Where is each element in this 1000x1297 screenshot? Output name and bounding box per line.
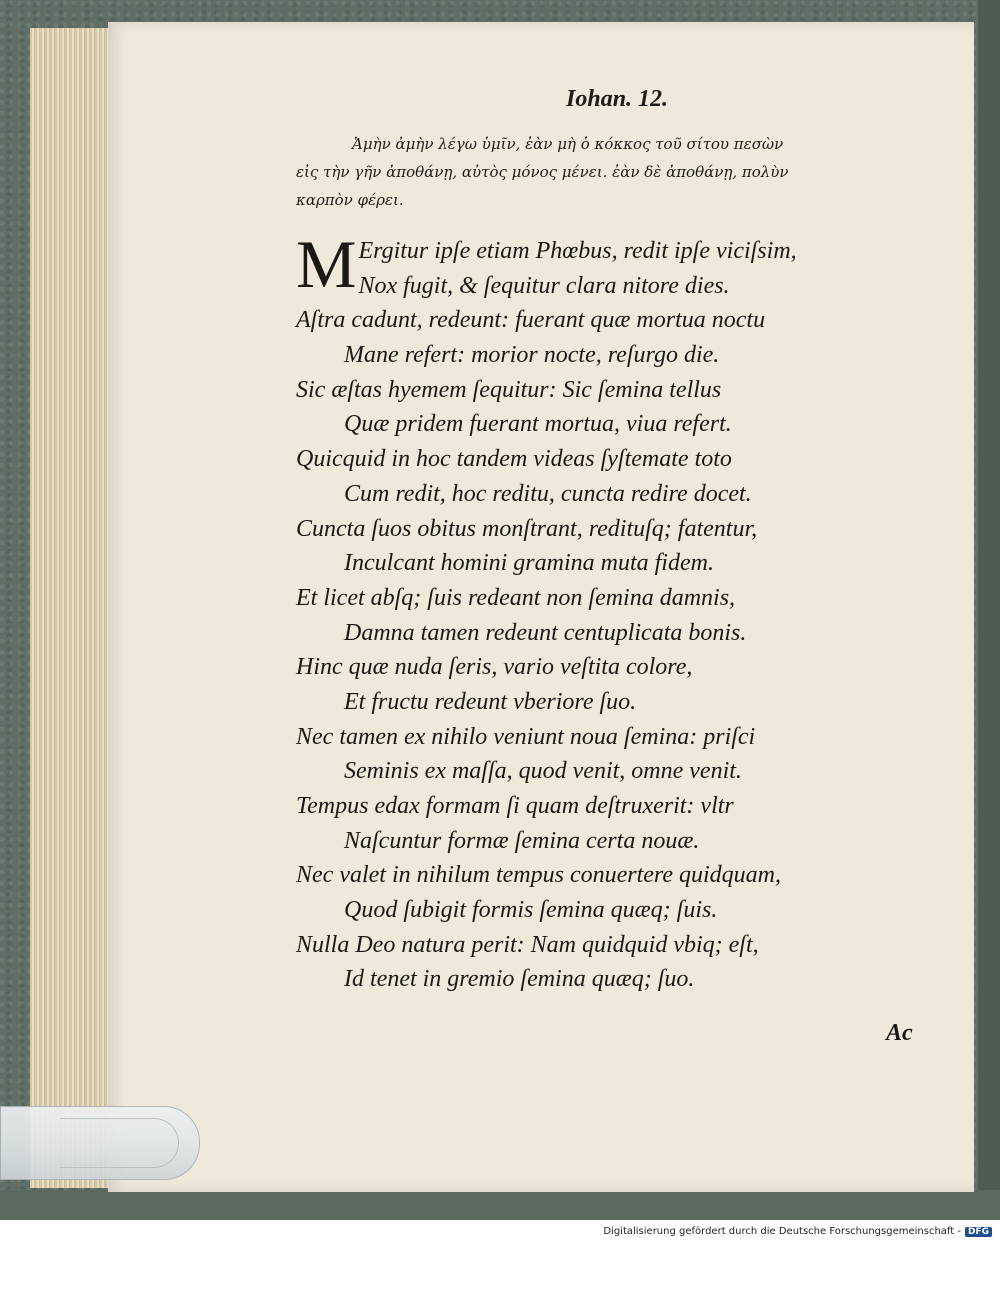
credit-text: Digitalisierung gefördert durch die Deutsche Forschungsgemeinschaft - <box>603 1226 961 1237</box>
greek-line: καρπὸν φέρει. <box>296 191 404 209</box>
verse-line: Nox fugit, & ſequitur clara nitore dies. <box>358 272 730 299</box>
greek-line: εἰς τὴν γῆν ἀποθάνῃ, αὐτὸς μόνος μένει. ἐὰν δὲ ἀποθάνῃ, πολὺν <box>296 163 789 181</box>
verse-line: Nec tamen ex nihilo veniunt noua ſemina: priſci <box>296 723 756 750</box>
drop-cap: M <box>296 226 357 302</box>
running-header: Iohan. 12. <box>566 86 669 112</box>
verse-line: Et fructu redeunt vberiore ſuo. <box>344 688 637 715</box>
verse-line: Naſcuntur formæ ſemina certa nouæ. <box>344 827 700 854</box>
verse-line: Quod ſubigit formis ſemina quæq; ſuis. <box>344 897 718 924</box>
verse-line: Id tenet in gremio ſemina quæq; ſuo. <box>344 966 695 993</box>
verse-line: Quæ pridem fuerant mortua, viua refert. <box>344 411 732 438</box>
verse-line: Seminis ex maſſa, quod venit, omne venit. <box>344 758 742 785</box>
verse-line: Tempus edax formam ſi quam deſtruxerit: vltr <box>296 793 734 819</box>
catchword: Ac <box>886 1020 913 1046</box>
verse-line: Mane refert: morior nocte, reſurgo die. <box>344 342 720 369</box>
verse-line: Cum redit, hoc reditu, cuncta redire docet. <box>344 480 752 507</box>
verse-line: Ergitur ipſe etiam Phœbus, redit ipſe viciſsim, <box>358 238 797 264</box>
page-clip-inner <box>60 1118 179 1168</box>
dfg-logo-icon: DFG <box>965 1227 992 1237</box>
verse-line: Quicquid in hoc tandem videas ſyſtemate toto <box>296 446 732 473</box>
latin-poem <box>296 226 936 997</box>
book-cover-bottom <box>0 1190 1000 1220</box>
greek-epigraph <box>296 130 951 214</box>
verse-line: Damna tamen redeunt centuplicata bonis. <box>344 619 747 646</box>
verse-line: Et licet abſq; ſuis redeant non ſemina damnis, <box>296 584 736 611</box>
verse-line: Hinc quæ nuda ſeris, vario veſtita colore, <box>296 654 693 681</box>
page-edges <box>30 28 111 1188</box>
verse-line: Cuncta ſuos obitus monſtrant, redituſq; fatentur, <box>296 515 758 542</box>
verse-line: Inculcant homini gramina muta fidem. <box>344 550 714 577</box>
verse-line: Nulla Deo natura perit: Nam quidquid vbiq; eſt, <box>296 931 759 958</box>
funding-credit <box>603 1226 992 1237</box>
verse-line: Aſtra cadunt, redeunt: fuerant quæ mortua noctu <box>296 307 766 334</box>
book-cover-edge <box>978 0 1000 1220</box>
verse-line: Nec valet in nihilum tempus conuertere quidquam, <box>296 862 782 889</box>
greek-line: Ἀμὴν ἀμὴν λέγω ὑμῖν, ἐὰν μὴ ὁ κόκκος τοῦ σίτου πεσὼν <box>352 135 784 153</box>
verse-line: Sic æſtas hyemem ſequitur: Sic ſemina tellus <box>296 376 722 403</box>
